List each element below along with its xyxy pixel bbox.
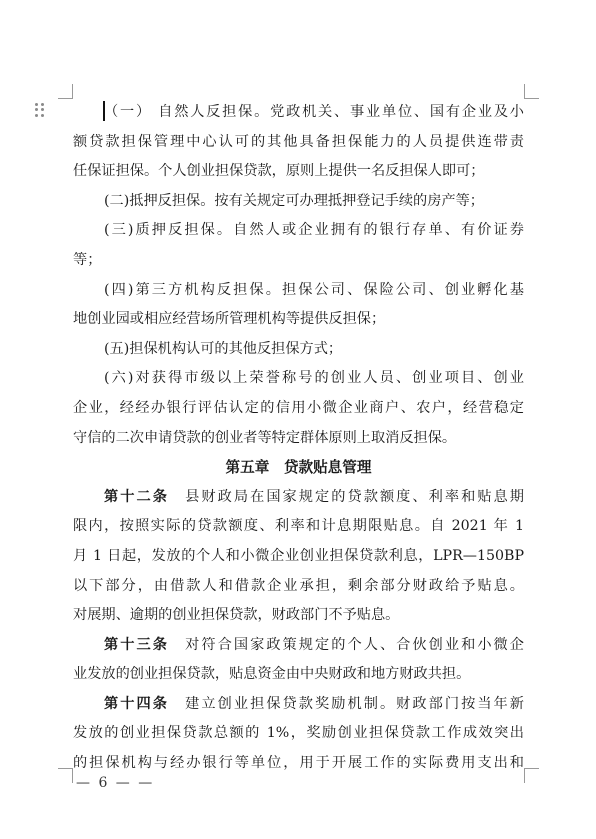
margin-corner-top-right	[524, 84, 539, 99]
paragraph-line: 地创业园或相应经营场所管理机构等提供反担保；	[73, 311, 386, 328]
paragraph-line: (二)抵押反担保。按有关规定可办理抵押登记手续的房产等；	[104, 192, 484, 209]
paragraph-line: 限内，按照实际的贷款额度、利率和计息期限贴息。自 2021 年 1	[73, 518, 524, 535]
drag-handle-icon[interactable]	[35, 103, 45, 117]
paragraph-line: 月 1 日起，发放的个人和小微企业创业担保贷款利息，LPR—150BP	[73, 547, 524, 564]
paragraph-line: 的担保机构与经办银行等单位，用于开展工作的实际费用支出和	[73, 755, 524, 772]
article-label: 第十三条	[104, 636, 169, 653]
margin-corner-bottom-right	[524, 768, 539, 783]
article-text: 建立创业担保贷款奖励机制。财政部门按当年新	[185, 695, 524, 712]
margin-corner-top-left	[58, 84, 73, 99]
paragraph-line: 发放的创业担保贷款总额的 1%，奖励创业担保贷款工作成效突出	[73, 725, 524, 742]
paragraph-line: 守信的二次申请贷款的创业者等特定群体原则上取消反担保。	[73, 429, 457, 446]
paragraph-line: 任保证担保。个人创业担保贷款，原则上提供一名反担保人即可；	[73, 163, 485, 180]
chapter-heading: 第五章 贷款贴息管理	[225, 459, 372, 477]
article-text: 县财政局在国家规定的贷款额度、利率和贴息期	[185, 488, 524, 505]
paragraph-line: (五)担保机构认可的其他反担保方式；	[104, 340, 343, 357]
page-number: — 6 — —	[76, 775, 155, 791]
paragraph-line: 额贷款担保管理中心认可的其他具备担保能力的人员提供连带责	[73, 133, 524, 150]
paragraph-line: (六)对获得市级以上荣誉称号的创业人员、创业项目、创业	[104, 370, 524, 387]
paragraph-line: 对展期、逾期的创业担保贷款，财政部门不予贴息。	[73, 607, 400, 624]
article-label: 第十四条	[104, 695, 169, 712]
article-14-line	[73, 690, 524, 720]
margin-corner-bottom-left	[58, 768, 73, 783]
paragraph-line: （一） 自然人反担保。党政机关、事业单位、国有企业及小	[104, 104, 524, 120]
paragraph-line: 等；	[73, 251, 102, 268]
paragraph-line: (四)第三方机构反担保。担保公司、保险公司、创业孵化基	[104, 281, 524, 298]
paragraph-line: 业发放的创业担保贷款，贴息资金由中央财政和地方财政共担。	[73, 666, 471, 683]
paragraph-line: (三)质押反担保。自然人或企业拥有的银行存单、有价证券	[104, 222, 524, 239]
article-13-line	[73, 631, 524, 661]
article-text: 对符合国家政策规定的个人、合伙创业和小微企	[185, 636, 524, 653]
article-label: 第十二条	[104, 488, 169, 505]
document-body[interactable]	[73, 98, 524, 779]
article-12-line	[73, 483, 524, 513]
paragraph-line: 企业，经经办银行评估认定的信用小微企业商户、农户，经营稳定	[73, 399, 524, 416]
paragraph-line: 以下部分，由借款人和借款企业承担，剩余部分财政给予贴息。	[73, 577, 524, 594]
